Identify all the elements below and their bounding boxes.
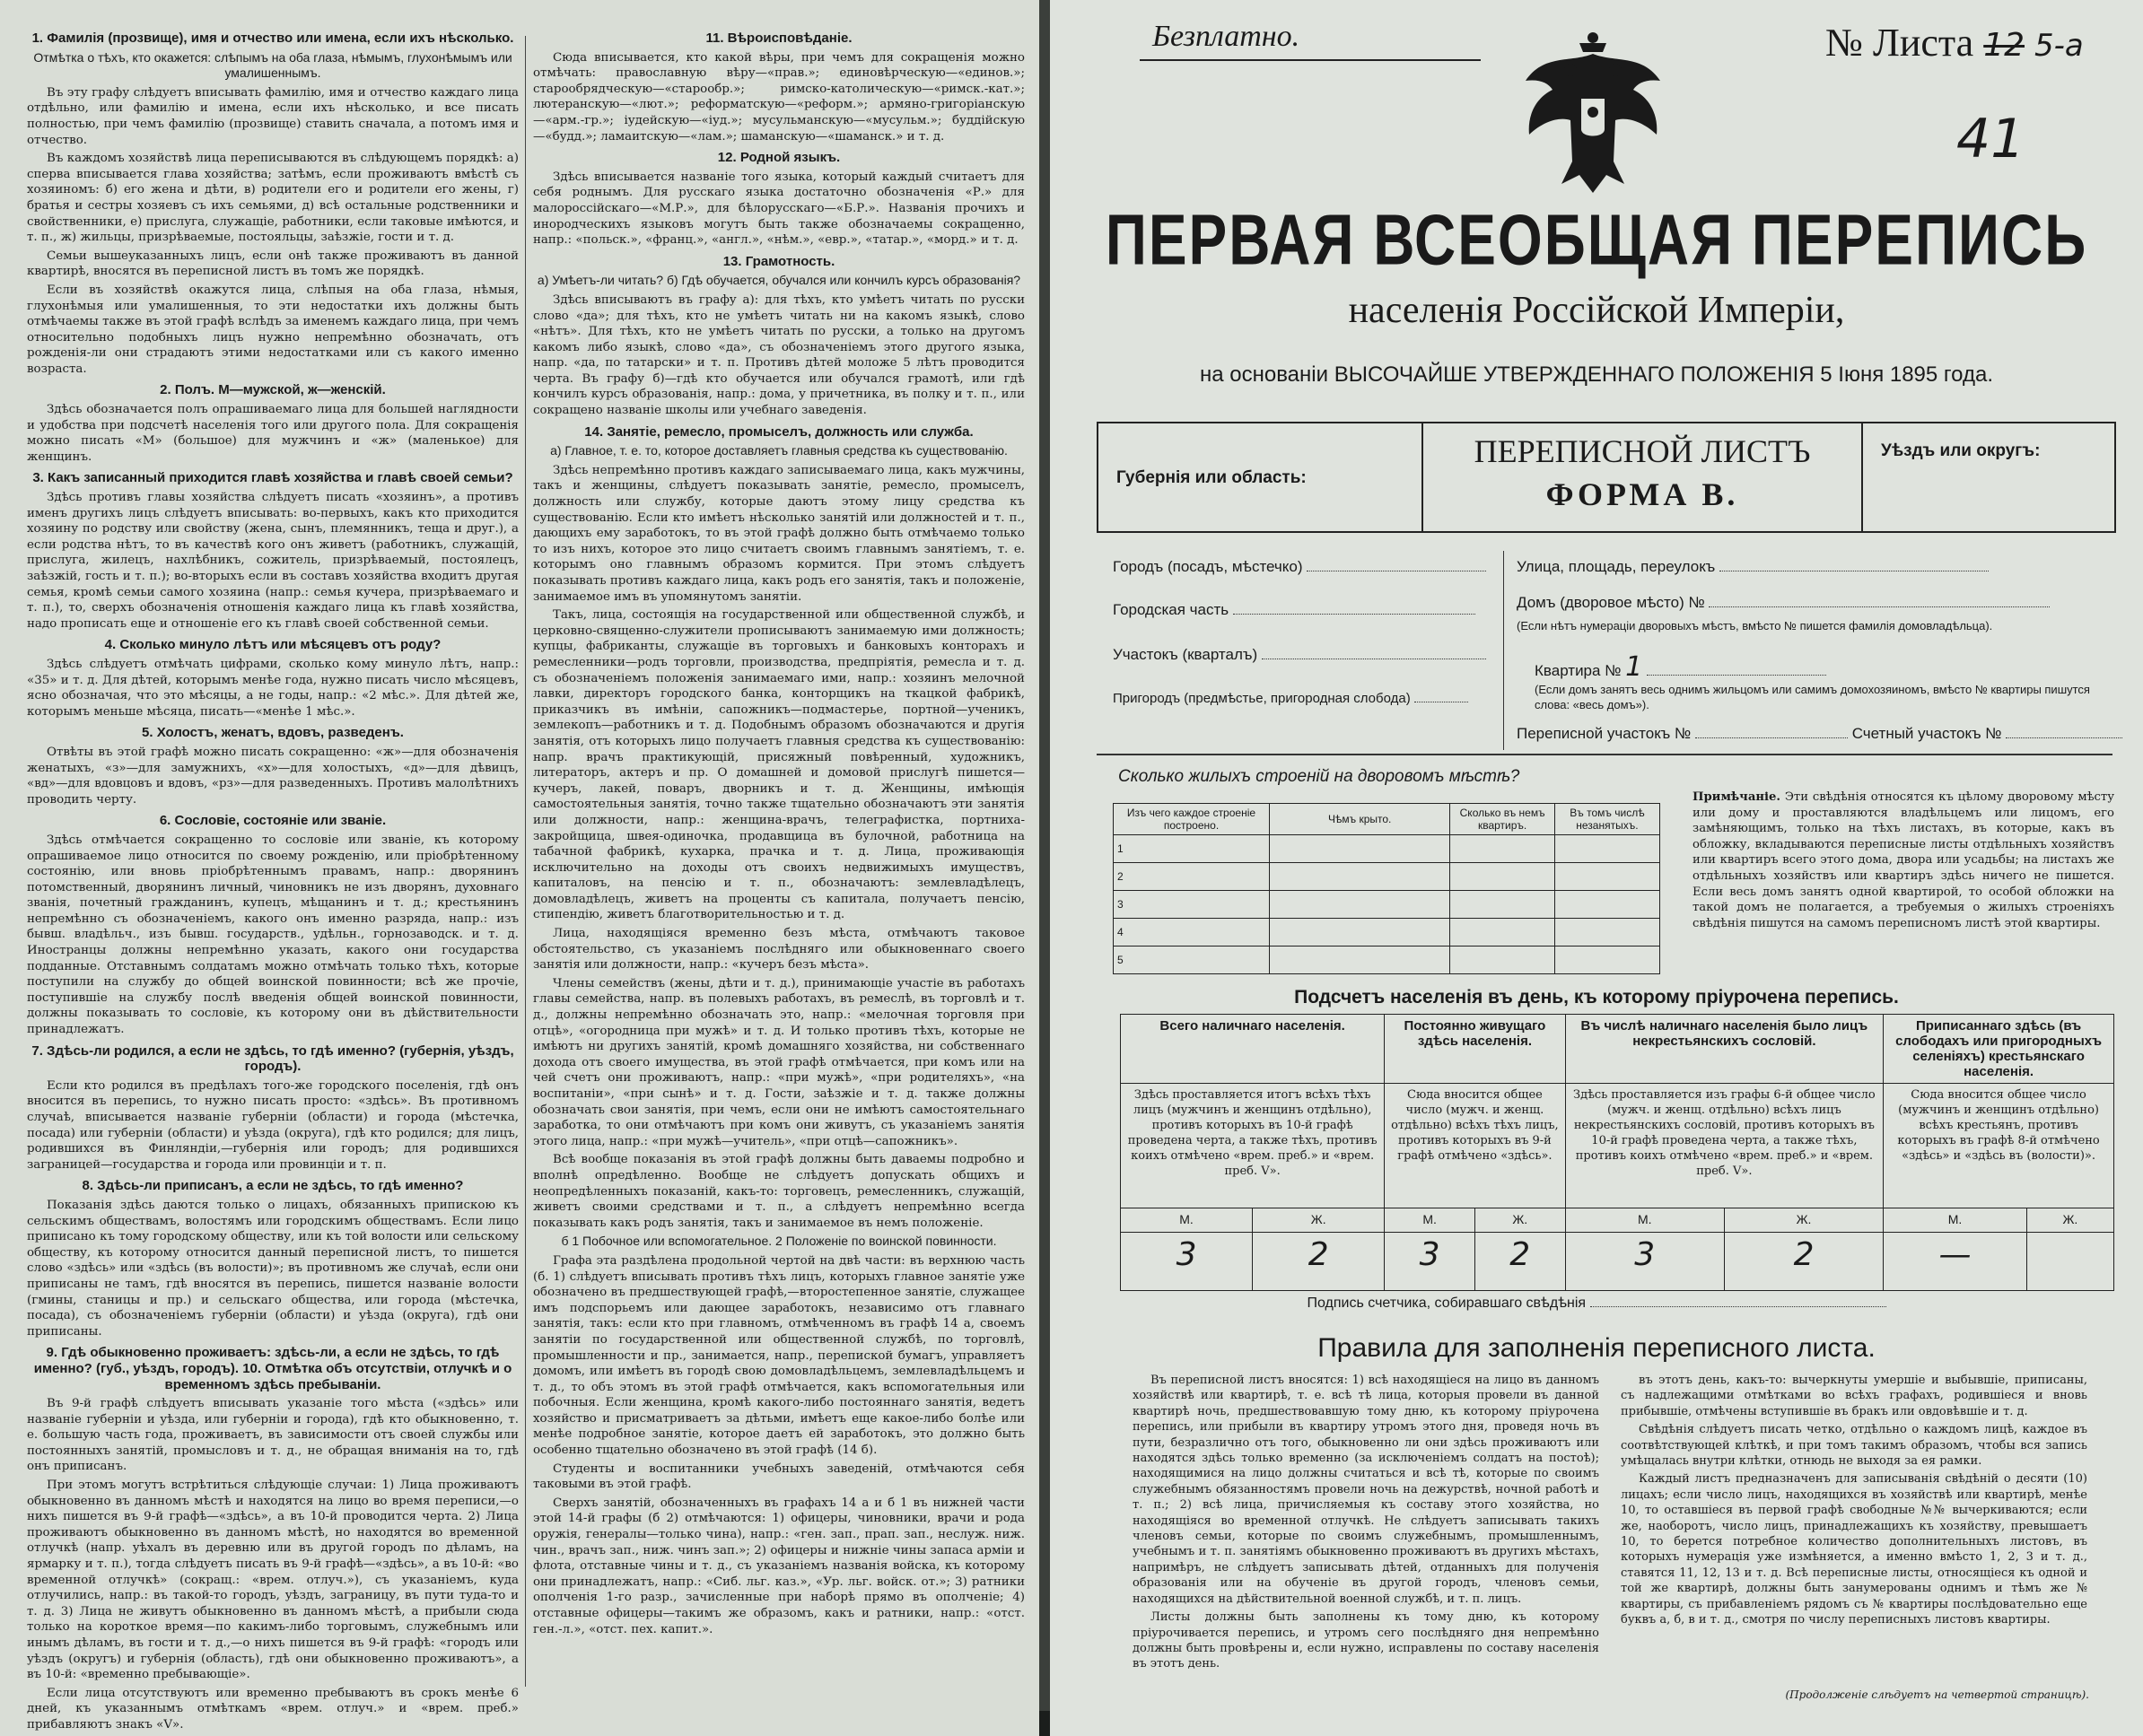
buildings-note: Примѣчаніе. Эти свѣдѣнія относятся къ цѣлому дворовому мѣсту или дому и проставляются владѣльцемъ или лицомъ, его замѣняющимъ, только на тѣхъ листахъ, въ которые, какъ въ обложку, вкладываются переписные листы отдѣльныхъ хозяйствъ или квартиръ всего этого дома, двора или усадьбы; на листахъ же отдѣльныхъ хозяйствъ или квартиръ здѣсь ничего не пишется. Если весь домъ занятъ одной квартирой, то особой обложки на такой домъ не полагается, а требуемыя о жилыхъ строеніяхъ свѣдѣнія пишутся на самомъ переписномъ листѣ этой квартиры. [1693,790,2114,930]
table-row: 3 [1114,891,1660,919]
continuation-note: (Продолженіе слѣдуетъ на четвертой страницѣ). [1785,1688,2089,1701]
suburb-field: Пригородъ (предмѣстье, пригородная слобода) [1113,691,1468,706]
buildings-header-apartments: Сколько въ немъ квартиръ. [1450,804,1554,835]
paragraph: Если въ хозяйствѣ окажутся лица, слѣпыя на оба глаза, нѣмыя, глухонѣмыя или умалишенныя, то эти недостатки ихъ должны быть отмѣчаемы также въ этой графѣ вслѣдъ за именемъ каждаго лица, при чемъ относительно подобныхъ лицъ нужно непремѣнно обозначать, отъ рожденія-ли они страдаютъ этими недостатками или съ какого именно возраста. [27,283,519,376]
peasant-male-count: — [1884,1233,2027,1291]
female-label: Ж. [1253,1208,1385,1233]
paragraph: Графа эта раздѣлена продольной чертой на двѣ части: въ верхнюю часть (б. 1) слѣдуетъ вписывать противъ тѣхъ лицъ, которыхъ главное занятіе уже обозначено въ предшествующей графѣ,—второстепенное занятіе, служащее имъ подспорьемъ или дающее заработокъ, независимо отъ главнаго занятія, такъ: если кто при главномъ, отмѣченномъ въ графѣ 14 а, своемъ занятіи по государственной или общественной службѣ, по торговлѣ, промышленности и пр., занимается, напр., перепиской бумагъ, управляетъ домомъ, или имѣетъ въ городѣ свою домовладѣльцемъ, землевладѣльцемъ и т. д., то объ этомъ въ этой графѣ отмѣчается, какъ вспомогательныя или побочныя. Если женщина, кромѣ какого-либо постояннаго занятія, ведетъ хозяйство и присматриваетъ за дѣтьми, имѣетъ еще какое-либо болѣе или менѣе подробное занятіе, которое даетъ ей заработокъ, это должно быть особенно тщательно обозначено въ этой графѣ (14 б). [533,1253,1025,1458]
paragraph: Всѣ вообще показанія въ этой графѣ должны быть даваемы подробно и вполнѣ опредѣленно. Вообще не слѣдуетъ допускать общихъ и неопредѣленныхъ показаній, какъ-то: торговецъ, ремесленникъ, служащій, живетъ своими средствами и т. п., а слѣдуетъ непремѣнно всегда показывать какъ родъ занятія, такъ и занимаемое въ немъ положеніе. [533,1153,1025,1230]
paragraph: Въ 9-й графѣ слѣдуетъ вписывать указаніе того мѣста («здѣсь» или названіе губерніи и уѣзда, или губерніи и города), гдѣ кто обыкновенно, т. е. большую часть года, проживаетъ, въ зависимости отъ своей службы или постоянныхъ занятій, промысловъ и т. д., не обращая вниманія на то, гдѣ онъ приписанъ. [27,1397,519,1474]
sheet-number-label [1825,20,2084,65]
male-label: М. [1121,1208,1253,1233]
paragraph: Здѣсь непремѣнно противъ каждаго записываемаго лица, какъ мужчины, такъ и женщины, слѣдуетъ показывать занятіе, ремесло, промыселъ, должность или службу, которые даютъ этому лицу средства къ существованію. Если кто имѣетъ нѣсколько занятій или должностей и т. п., дающихъ ему заработокъ, то въ этой графѣ должно быть отмѣчаемо только то изъ нихъ, которое это лицо считаетъ своимъ главнымъ занятіемъ, т. е. которымъ оно главнымъ образомъ кормится. При этомъ слѣдуетъ показывать противъ каждаго лица, какъ родъ его занятія, такъ и положеніе, занимаемое имъ въ упомянутомъ занятіи. [533,463,1025,604]
census-legal-basis: на основаніи ВЫСОЧАЙШЕ УТВЕРЖДЕННАГО ПОЛОЖЕНІЯ 5 Іюня 1895 года. [1199,362,1993,387]
peasant-female-count [2026,1233,2113,1291]
population-count-table [1120,1014,2114,1291]
section-heading: 6. Сословіе, состояніе или званіе. [159,813,387,829]
section-heading: 14. Занятіе, ремесло, промыселъ, должность или служба. [584,423,974,440]
city-field: Городъ (посадъ, мѣстечко) [1113,558,1486,576]
sheet-number-handwritten: 5-а [2034,28,2084,64]
enumerator-signature: Подпись счетчика, собиравшаго свѣдѣнія [1050,1295,2143,1312]
paragraph: Сверхъ занятій, обозначенныхъ въ графахъ 14 а и б 1 въ нижней части этой 14-й графы (б 2) отмѣчаются: 1) офицеры, чиновники, врачи и рода оружія, генералы—только чина), напр.: «ген. зап., прап. зап., неслуж. ниж. чин., врачъ зап., ниж. чинъ зап.»; 2) офицеры и нижніе чины запаса арміи и флота, отставные чины и т. д., съ указаніемъ названія войска, къ которому они принадлежатъ, напр.: «Сиб. льг. каз.», «Ур. льг. войск. от.»; 3) ратники ополченія 1-го разр., зачисленные при наборѣ прямо въ ополченіе; 4) отставные офицеры—такимъ же образомъ, какъ и ратники, напр.: «отст. ген.-л.», «отст. пех. капит.». [533,1496,1025,1636]
sheet-number-text: № Листа [1825,21,1974,65]
section-heading: 4. Сколько минуло лѣтъ или мѣсяцевъ отъ роду? [104,637,442,653]
census-precinct-field: Переписной участокъ № Счетный участокъ № [1517,725,2122,743]
paragraph: Листы должны быть заполнены къ тому дню, къ которому пріурочивается перепись, и утромъ сего послѣдняго дня непремѣнно должны быть провѣрены и, если нужно, исправлены по составу населенія въ этотъ день. [1133,1610,1599,1671]
permanent-male-count: 3 [1385,1233,1475,1291]
section-subheading: а) Умѣетъ-ли читать? б) Гдѣ обучается, обучался или кончилъ курсъ образованія? [537,273,1021,288]
form-header-box [1097,422,2116,533]
paragraph: Сюда вписывается, кто какой вѣры, при чемъ для сокращенія можно отмѣчать: православную вѣру—«прав.»; единовѣрческую—«единов.»; старообрядческую—«старообр.»; римско-католическую—«римск.-кат.»; лютеранскую—«лют.»; реформатскую—«реформ.»; армяно-григоріанскую—«арм.-гр.»; іудейскую—«іуд.»; мусульманскую—«мусульм.»; буддійскую—«будд.»; ламаитскую—«лам.»; шаманскую—«шаманск.» и т. д. [533,50,1025,144]
section-heading: 9. Гдѣ обыкновенно проживаетъ: здѣсь-ли, а если не здѣсь, то гдѣ именно? (губ., уѣздъ, городъ). 10. Отмѣтка объ отсутствіи, отлучкѣ и о временномъ здѣсь пребываніи. [33,1345,512,1392]
district-cell [1861,423,2114,531]
section-heading: 8. Здѣсь-ли приписанъ, а если не здѣсь, то гдѣ именно? [82,1178,464,1194]
female-label: Ж. [1724,1208,1883,1233]
section-heading: 3. Какъ записанный приходится главѣ хозяйства и главѣ своей семьи? [32,470,513,486]
imperial-eagle-emblem-icon [1517,27,1669,197]
paragraph: Лица, находящіяся временно безъ мѣста, отмѣчаютъ таковое обстоятельство, съ указаніемъ послѣдняго или обыкновеннаго своего занятія или должности, напр.: «кучеръ безъ мѣста». [533,927,1025,973]
present-male-count: 3 [1121,1233,1253,1291]
table-row: 1 [1114,835,1660,863]
population-count-title: Подсчетъ населенія въ день, къ которому пріурочена перепись. [1294,987,1899,1008]
buildings-header-vacant: Въ томъ числѣ незанятыхъ. [1554,804,1659,835]
paragraph: Здѣсь слѣдуетъ отмѣчать цифрами, сколько кому минуло лѣтъ, напр.: «35» и т. д. Для дѣтей, которымъ менѣе года, нужно писать число мѣсяцевъ, ясно обозначая, что это мѣсяцы, а не годы, напр.: «2 мѣс.». Для дѣтей же, которымъ меньше мѣсяца, писать—«менѣе 1 мѣс.». [27,657,519,719]
count-desc-non-peasant: Здѣсь проставляется изъ графы 6-й общее число (мужч. и женщ. отдѣльно) всѣхъ лицъ некрестьянскихъ сословій, противъ которыхъ въ 10-й графѣ проведена черта, а также тѣхъ, противъ коихъ отмѣчено «врем. преб.» и «врем. преб. V». [1565,1084,1884,1208]
house-note: (Если нѣтъ нумераціи дворовыхъ мѣстъ, вмѣсто № пишется фамилія домовладѣльца). [1517,619,1993,632]
paragraph: При этомъ могутъ встрѣтиться слѣдующіе случаи: 1) Лица проживаютъ обыкновенно въ данномъ мѣстѣ и находятся на лицо во время переписи,—о нихъ пишется въ 9-й графѣ—«здѣсь», а въ 10-й проводится черта. 2) Лица проживаютъ обыкновенно въ данномъ мѣстѣ, но находятся во временной отлучкѣ (напр. уѣхалъ въ деревню или въ другой городъ по дѣламъ, на ярмарку и т. п.), тогда слѣдуетъ писать въ 9-й графѣ—«здѣсь», а въ 10-й: «во временной отлучкѣ» (сокращ.: «врем. отлуч.»), съ указаніемъ, куда отлучились, напр.: въ такой-то городъ, уѣздъ, заграницу, въ пути туда-то и т. д. 3) Лица не живутъ обыкновенно въ данномъ мѣстѣ, а прибыли сюда только на короткое время—по какимъ-либо торговымъ, служебнымъ или инымъ дѣламъ, въ гости и т. д.,—о нихъ пишется въ 9-й графѣ: «городъ или уѣздъ (округъ) и губернія (область), гдѣ они обыкновенно проживаютъ», а въ 10-й: «временно пребывающіе». [27,1479,519,1682]
section-heading: 13. Грамотность. [722,253,835,269]
paragraph: Здѣсь отмѣчается сокращенно то сословіе или званіе, къ которому опрашиваемое лицо относится по своему рожденію, или пріобрѣтенному состоянію, или вновь пріобрѣтеннымъ правамъ, напр.: дворянинъ потомственный, дворянинъ личный, чиновникъ не изъ дворянъ, духовнаго званія, почетный гражданинъ, купецъ, мѣщанинъ и т. д.; крестьянинъ непремѣнно съ обозначеніемъ, какого онъ именно разряда, напр.: изъ бывш. владѣльч., изъ бывш. государств., удѣльн., горнозаводск. и т. д. Иностранцы должны непремѣнно указать, какого они государства подданные. Отставнымъ солдатамъ можно отмѣчать только тѣхъ, которые поступили на службу до общей воинской повинности; всѣ же прочіе, поступившіе на службу послѣ введенія общей воинской повинности, должны показывать то сословіе, къ которому они въ дѣйствительности принадлежатъ. [27,833,519,1037]
section-subheading: а) Главное, т. е. то, которое доставляетъ главныя средства къ существованію. [550,443,1008,458]
paragraph: Въ каждомъ хозяйствѣ лица переписываются въ слѣдующемъ порядкѣ: а) сперва вписывается глава хозяйства; затѣмъ, если проживаютъ вмѣстѣ съ хозяиномъ: б) его жена и дѣти, в) родители его и родители его жены, г) братья и сестры хозяевъ съ ихъ семьями, д) всѣ остальные родственники и свойственники, е) прислуга, служащіе, работники, если таковые имѣются, и т. п., ж) жильцы, призрѣваемые, постояльцы, заѣзжіе, гости и т. д. [27,152,519,245]
count-desc-present: Здѣсь проставляется итогъ всѣхъ тѣхъ лицъ (мужчинъ и женщинъ отдѣльно), противъ которыхъ въ 10-й графѣ проведена черта, а также тѣхъ, противъ коихъ отмѣчено «врем. преб.» и «врем. преб. V». [1121,1084,1385,1208]
paragraph: Члены семействъ (жены, дѣти и т. д.), принимающіе участіе въ работахъ главы семейства, напр. въ полевыхъ работахъ, въ ремеслѣ, въ торговлѣ и т. д., должны непремѣнно обозначать это, напр.: «мелочная торговля при отцѣ», «огородница при мужѣ» и т. д. И только противъ тѣхъ, которые не имѣютъ ни другихъ занятій, кромѣ домашняго хозяйства, ни собственнаго дохода отъ своего имущества, въ этой графѣ отмѣчается, при комъ или на чей счетъ они проживаютъ, напр.: «при мужѣ», «при родителяхъ», «на воспитаніи», «при сынѣ» и т. д. Гости, заѣзжіе и т. д. также должны обозначать свои занятія, при чемъ, если они не имѣютъ самостоятельнаго заработка, то они отмѣчаютъ при комъ они живутъ, съ указаніемъ занятія этого лица, напр.: «при мужѣ—учитель», «при отцѣ—сапожникъ». [533,976,1025,1148]
census-sheet-title: ПЕРЕПИСНОЙ ЛИСТЪ [1474,433,1811,469]
free-label-underline [1140,59,1481,61]
sheet-number-handwritten-struck: 12 [1983,27,2025,64]
section-heading: 5. Холостъ, женатъ, вдовъ, разведенъ. [142,725,404,741]
street-field: Улица, площадь, переулокъ [1517,558,1989,576]
paragraph: Такъ, лица, состоящія на государственной или общественной службѣ, и церковно-священно-служители прописываютъ занимаемую ими должность; купцы, фабриканты, служащіе въ торговыхъ и банковыхъ конторахъ и ремесленники—родъ торговли, производства, предпріятія, ремесла и т. д. съ обозначеніемъ положенія занимаемаго ими, напр.: хозяинъ мелочной лавки, директоръ городского банка, конторщикъ на ткацкой фабрикѣ, приказчикъ въ имѣніи, сапожникъ—подмастерье, портной—ученикъ, землекопъ—работникъ и т. д. Подобнымъ образомъ обозначаются и другія занятія, отъ которыхъ лицо получаетъ главныя средства къ существованію: напр. врачъ практикующій, присяжный повѣренный, художникъ, литераторъ, актеръ и пр. О домашней и домовой прислугѣ пишется—кучеръ, лакей, поваръ, дворникъ и т. д. Женщины, имѣющія самостоятельныя занятія, точно также тщательно обозначаютъ эти занятія или должности, напр.: женщина-врачъ, телеграфистка, портниха-закройщица, швея-одиночка, продавщица въ булочной, работница на табачной фабрикѣ, кухарка, прачка и т. д. Лица, проживающія исключительно на доходы отъ своихъ недвижимыхъ имуществъ, капиталовъ, на пенсію и т. п., обозначаютъ: землевладѣлецъ, домовладѣлецъ, живетъ на проценты съ капитала, получаетъ пенсію, стипендію, живетъ благотворительностью и т. д. [533,608,1025,922]
paragraph: Если кто родился въ предѣлахъ того-же городского поселенія, гдѣ онъ вносится въ перепись, то нужно писать просто: «здѣсь». Въ противномъ случаѣ, вписывается названіе губерніи (области) и города (мѣстечка, посада) или губерніи (области) и уѣзда (округа), гдѣ кто родился; для лицъ, родившихся въ Финляндіи,—губернія или городъ; для родившихся заграницей—государства и города или провинціи и т. п. [27,1078,519,1172]
section-subheading: Отмѣтка о тѣхъ, кто окажется: слѣпымъ на оба глаза, нѣмымъ, глухонѣмымъ или умалишеннымъ. [33,49,512,81]
instructions-column-2 [533,25,1025,1640]
rules-column-2 [1621,1373,2087,1631]
present-female-count: 2 [1253,1233,1385,1291]
count-header-non-peasant: Въ числѣ наличнаго населенія было лицъ некрестьянскихъ сословій. [1565,1015,1884,1084]
buildings-table [1113,803,1660,974]
paragraph: Семьи вышеуказанныхъ лицъ, если онѣ также проживаютъ въ данной квартирѣ, вносятся въ переписной листъ въ томъ же порядкѣ. [27,249,519,279]
column-divider [525,36,526,1687]
paragraph: Здѣсь противъ главы хозяйства слѣдуетъ писать «хозяинъ», а противъ именъ другихъ лицъ слѣдуетъ вписывать: во-первыхъ, какъ кто приходится хозяину по родству или свойству (жена, сынъ, племянникъ, теща и друг.), а если родства нѣтъ, то въ качествѣ кого онъ живетъ (работникъ, служащій, прислуга, жилецъ, нахлѣбникъ, сожитель, призрѣваемый, постоялецъ, заѣзжій, гость и т. п.); во-вторыхъ если въ составъ хозяйства входитъ другая семья, кромѣ семьи самого хозяина (напр.: семья кучера, призрѣваемаго и т. п.), то, сверхъ обозначенія отношенія каждаго лица къ главѣ хозяйства, надо прописать еще и отношеніе его къ главѣ своей собственной семьи. [27,491,519,631]
paragraph: Въ переписной листъ вносятся: 1) всѣ находящіеся на лицо въ данномъ хозяйствѣ или квартирѣ, т. е. всѣ тѣ лица, которыя провели въ данной квартирѣ ночь, предшествовавшую тому дню, къ которому пріурочена перепись, или прибыли въ квартиру утромъ этого дня, проведя ночь въ пути, безразлично отъ того, обыкновенно ли они здѣсь проживаютъ или находятся здѣсь только временно (за исключеніемъ солдатъ на постоѣ); находящимися на лицо должны считаться и всѣ тѣ, которые по своимъ служебнымъ обязанностямъ провели ночь на дежурствѣ, ночной работѣ и т. п.; 2) всѣ лица, причисляемыя къ составу этого хозяйства, но находящіяся во временной отлучкѣ. Не слѣдуетъ записывать такихъ членовъ семьи, которые по своимъ служебнымъ, промышленнымъ, учебнымъ и т. п. занятіямъ обыкновенно проживаютъ въ другихъ мѣстахъ, напримѣръ, не слѣдуетъ записывать дѣтей, отданныхъ для полученія образованія или на обученіе въ другой городъ, членовъ семьи, находящихся на дѣйствительной военной службѣ, и т. п. лицъ. [1133,1374,1599,1606]
province-label: Губернія или область: [1116,468,1307,487]
male-label: М. [1385,1208,1475,1233]
buildings-question: Сколько жилыхъ строеній на дворовомъ мѣстѣ? [1118,767,1520,786]
male-label: М. [1884,1208,2027,1233]
section-heading: 1. Фамилія (прозвище), имя и отчество или имена, если ихъ нѣсколько. [31,31,514,46]
buildings-header-material: Изъ чего каждое строеніе построено. [1114,804,1270,835]
non-peasant-male-count: 3 [1565,1233,1724,1291]
instructions-column-1 [27,25,519,1736]
census-subtitle: населенія Россійской Имперіи, [1348,290,1845,331]
rules-column-1 [1133,1373,1599,1675]
form-letter: ФОРМА В. [1545,476,1739,512]
count-desc-permanent: Сюда вносится общее число (мужч. и женщ. отдѣльно) всѣхъ тѣхъ лицъ, противъ которыхъ въ 9-й графѣ отмѣчено «здѣсь». [1385,1084,1565,1208]
page-number-handwritten: 41 [1956,108,2025,170]
address-divider [1503,551,1504,750]
section-heading: 11. Вѣроисповѣданіе. [705,31,853,46]
count-header-peasant: Приписаннаго здѣсь (въ слободахъ или пригородныхъ селеніяхъ) крестьянскаго населенія. [1884,1015,2114,1084]
paragraph: Въ эту графу слѣдуетъ вписывать фамилію, имя и отчество каждаго лица отдѣльно, или фамилію и имена, если ихъ нѣсколько, и все писать полностью, при чемъ фамилію (прозвище) ставить сначала, а потомъ имя и отчество. [27,85,519,147]
precinct-quarter-field: Участокъ (кварталъ) [1113,646,1486,664]
count-header-permanent: Постоянно живущаго здѣсь населенія. [1385,1015,1565,1084]
paragraph: Показанія здѣсь даются только о лицахъ, обязанныхъ припискою къ сельскимъ обществамъ, волостямъ или городскимъ обществамъ. Если лицо приписано къ тому городскому обществу, или къ той волости или сельскому обществу, къ которому относится данный переписной листъ, то пишется слово «здѣсь» или «здѣсь (въ волости)»; въ противномъ же случаѣ, если они приписаны не тамъ, гдѣ вносятся въ перепись, пишется названіе волости (гмины, станицы и пр.) и сельскаго общества, или города (мѣстечка, посада), съ обозначеніемъ губерніи (области) и уѣзда (округа), гдѣ они приписаны. [27,1198,519,1339]
census-title: ПЕРВАЯ ВСЕОБЩАЯ ПЕРЕПИСЬ [1105,199,2088,280]
book-spine [1039,0,1050,1711]
section-heading: 7. Здѣсь-ли родился, а если не здѣсь, то гдѣ именно? (губернія, уѣздъ, городъ). [31,1042,514,1075]
apartment-field: Квартира № 1 [1535,651,1826,683]
table-row: 2 [1114,863,1660,891]
apartment-note: (Если домъ занятъ весь однимъ жильцомъ или самимъ домохозяиномъ, вмѣсто № квартиры пишутся слова: «весь домъ»). [1535,683,2090,711]
paragraph: въ этотъ день, какъ-то: вычеркнуты умершіе и выбывшіе, приписаны, съ надлежащими отмѣтками во всѣхъ графахъ, родившіеся и вновь прибывшіе, отмѣчены вступившіе въ бракъ или овдовѣвшіе и т. д. [1621,1374,2087,1418]
district-label: Уѣздъ или округъ: [1881,441,2041,460]
section-heading: 2. Полъ. М—мужской, ж—женскій. [160,382,386,398]
paragraph: Студенты и воспитанники учебныхъ заведеній, отмѣчаются себя таковыми въ этой графѣ. [533,1461,1025,1492]
free-of-charge-label: Безплатно. [1152,20,1300,53]
province-cell [1098,423,1423,531]
paragraph: Здѣсь вписываютъ въ графу а): для тѣхъ, кто умѣетъ читать по русски слово «да»; для тѣхъ, кто не умѣетъ читать ни на какомъ языкѣ, слово «нѣтъ». Для тѣхъ, кто не умѣетъ читать по русски, а только на другомъ какомъ либо языкѣ, слово «да», съ обозначеніемъ этого другого языка, напр. «да, по татарски» и т. п. Противъ дѣтей моложе 5 лѣтъ проводится черта. Въ графу б)—гдѣ кто обучается или обучался грамотѣ, или гдѣ кончилъ курсъ образованія, напр.: дома, у причетника, въ полку и т. п., или сокращено названіе школы или учебнаго заведенія. [533,292,1025,418]
paragraph: Каждый листъ предназначенъ для записыванія свѣдѣній о десяти (10) лицахъ; если число лицъ, находящихся въ хозяйствѣ или квартирѣ, менѣе 10, то оставшіеся въ первой графѣ свободные №№ вычеркиваются; если же, наоборотъ, число лицъ, принадлежащихъ къ хозяйству, превышаетъ 10, то берется потребное количество дополнительныхъ листовъ, въ которыхъ нумерація уже измѣняется, а именно вмѣсто 1, 2, 3 и т. д., ставятся 11, 12, 13 и т. д. Всѣ переписные листы, относящіеся къ одной и той же квартирѣ, должны быть занумерованы однимъ и тѣмъ же № квартиры, съ прибавленіемъ рядомъ съ № квартиры послѣдовательно еще буквъ а, б, в и т. д., смотря по числу переписныхъ листовъ квартиры. [1621,1472,2087,1627]
paragraph: Свѣдѣнія слѣдуетъ писать четко, отдѣльно о каждомъ лицѣ, каждое въ соотвѣтствующей клѣткѣ, и при томъ такимъ образомъ, чтобы вся запись умѣщалась внутри клѣтки, отнюдь не выходя за ея рамки. [1621,1423,2087,1469]
paragraph: Если лица отсутствуютъ или временно пребываютъ въ срокъ менѣе 6 дней, къ указаннымъ отмѣткамъ «врем. отлуч.» и «врем. преб.» прибавляютъ знакъ «V». [27,1686,519,1732]
paragraph: Здѣсь обозначается полъ опрашиваемаго лица для большей наглядности и удобства при подсчетѣ населенія того или другого пола. Для сокращенія можно писать «М» (большое) для мужчинъ и «ж» (маленькое) для женщинъ. [27,403,519,464]
count-header-present: Всего наличнаго населенія. [1121,1015,1385,1084]
female-label: Ж. [2026,1208,2113,1233]
count-desc-peasant: Сюда вносится общее число (мужчинъ и женщинъ отдѣльно) всѣхъ крестьянъ, противъ которыхъ въ графѣ 8-й отмѣчено «здѣсь» и «здѣсь въ (волости)». [1884,1084,2114,1208]
house-field: Домъ (дворовое мѣсто) № [1517,594,2050,612]
address-bottom-rule [1097,754,2112,755]
left-page-instructions [0,0,1039,1736]
paragraph: Здѣсь вписывается названіе того языка, который каждый считаетъ для себя роднымъ. Для русскаго языка достаточно обозначенія «Р.» для малороссійскаго—«М.Р.», для бѣлорусскаго—«Б.Р.». Названія прочихъ и инородческихъ языковъ могутъ быть также обозначаемы сокращенно, напр.: «польск.», «франц.», «англ.», «нѣм.», «евр.», «татар.», «морд.» и т. д. [533,170,1025,248]
table-row: 4 [1114,919,1660,947]
male-label: М. [1565,1208,1724,1233]
rules-title: Правила для заполненія переписного листа. [1317,1333,1876,1363]
non-peasant-female-count: 2 [1724,1233,1883,1291]
section-heading: 12. Родной языкъ. [717,150,841,166]
right-page-census-form [1050,0,2143,1736]
section-subheading: б 1 Побочное или вспомогательное. 2 Положеніе по воинской повинности. [561,1234,997,1249]
permanent-female-count: 2 [1474,1233,1565,1291]
table-row: 5 [1114,947,1660,974]
buildings-header-roof: Чѣмъ крыто. [1269,804,1449,835]
city-part-field: Городская часть [1113,601,1475,619]
female-label: Ж. [1474,1208,1565,1233]
paragraph: Отвѣты въ этой графѣ можно писать сокращенно: «ж»—для обозначенія женатыхъ, «з»—для замужнихъ, «х»—для холостыхъ, «д»—для дѣвицъ, «вд»—для вдовцовъ и вдовъ, «рз»—для разведенныхъ. Противъ малолѣтнихъ проводить черту. [27,745,519,807]
